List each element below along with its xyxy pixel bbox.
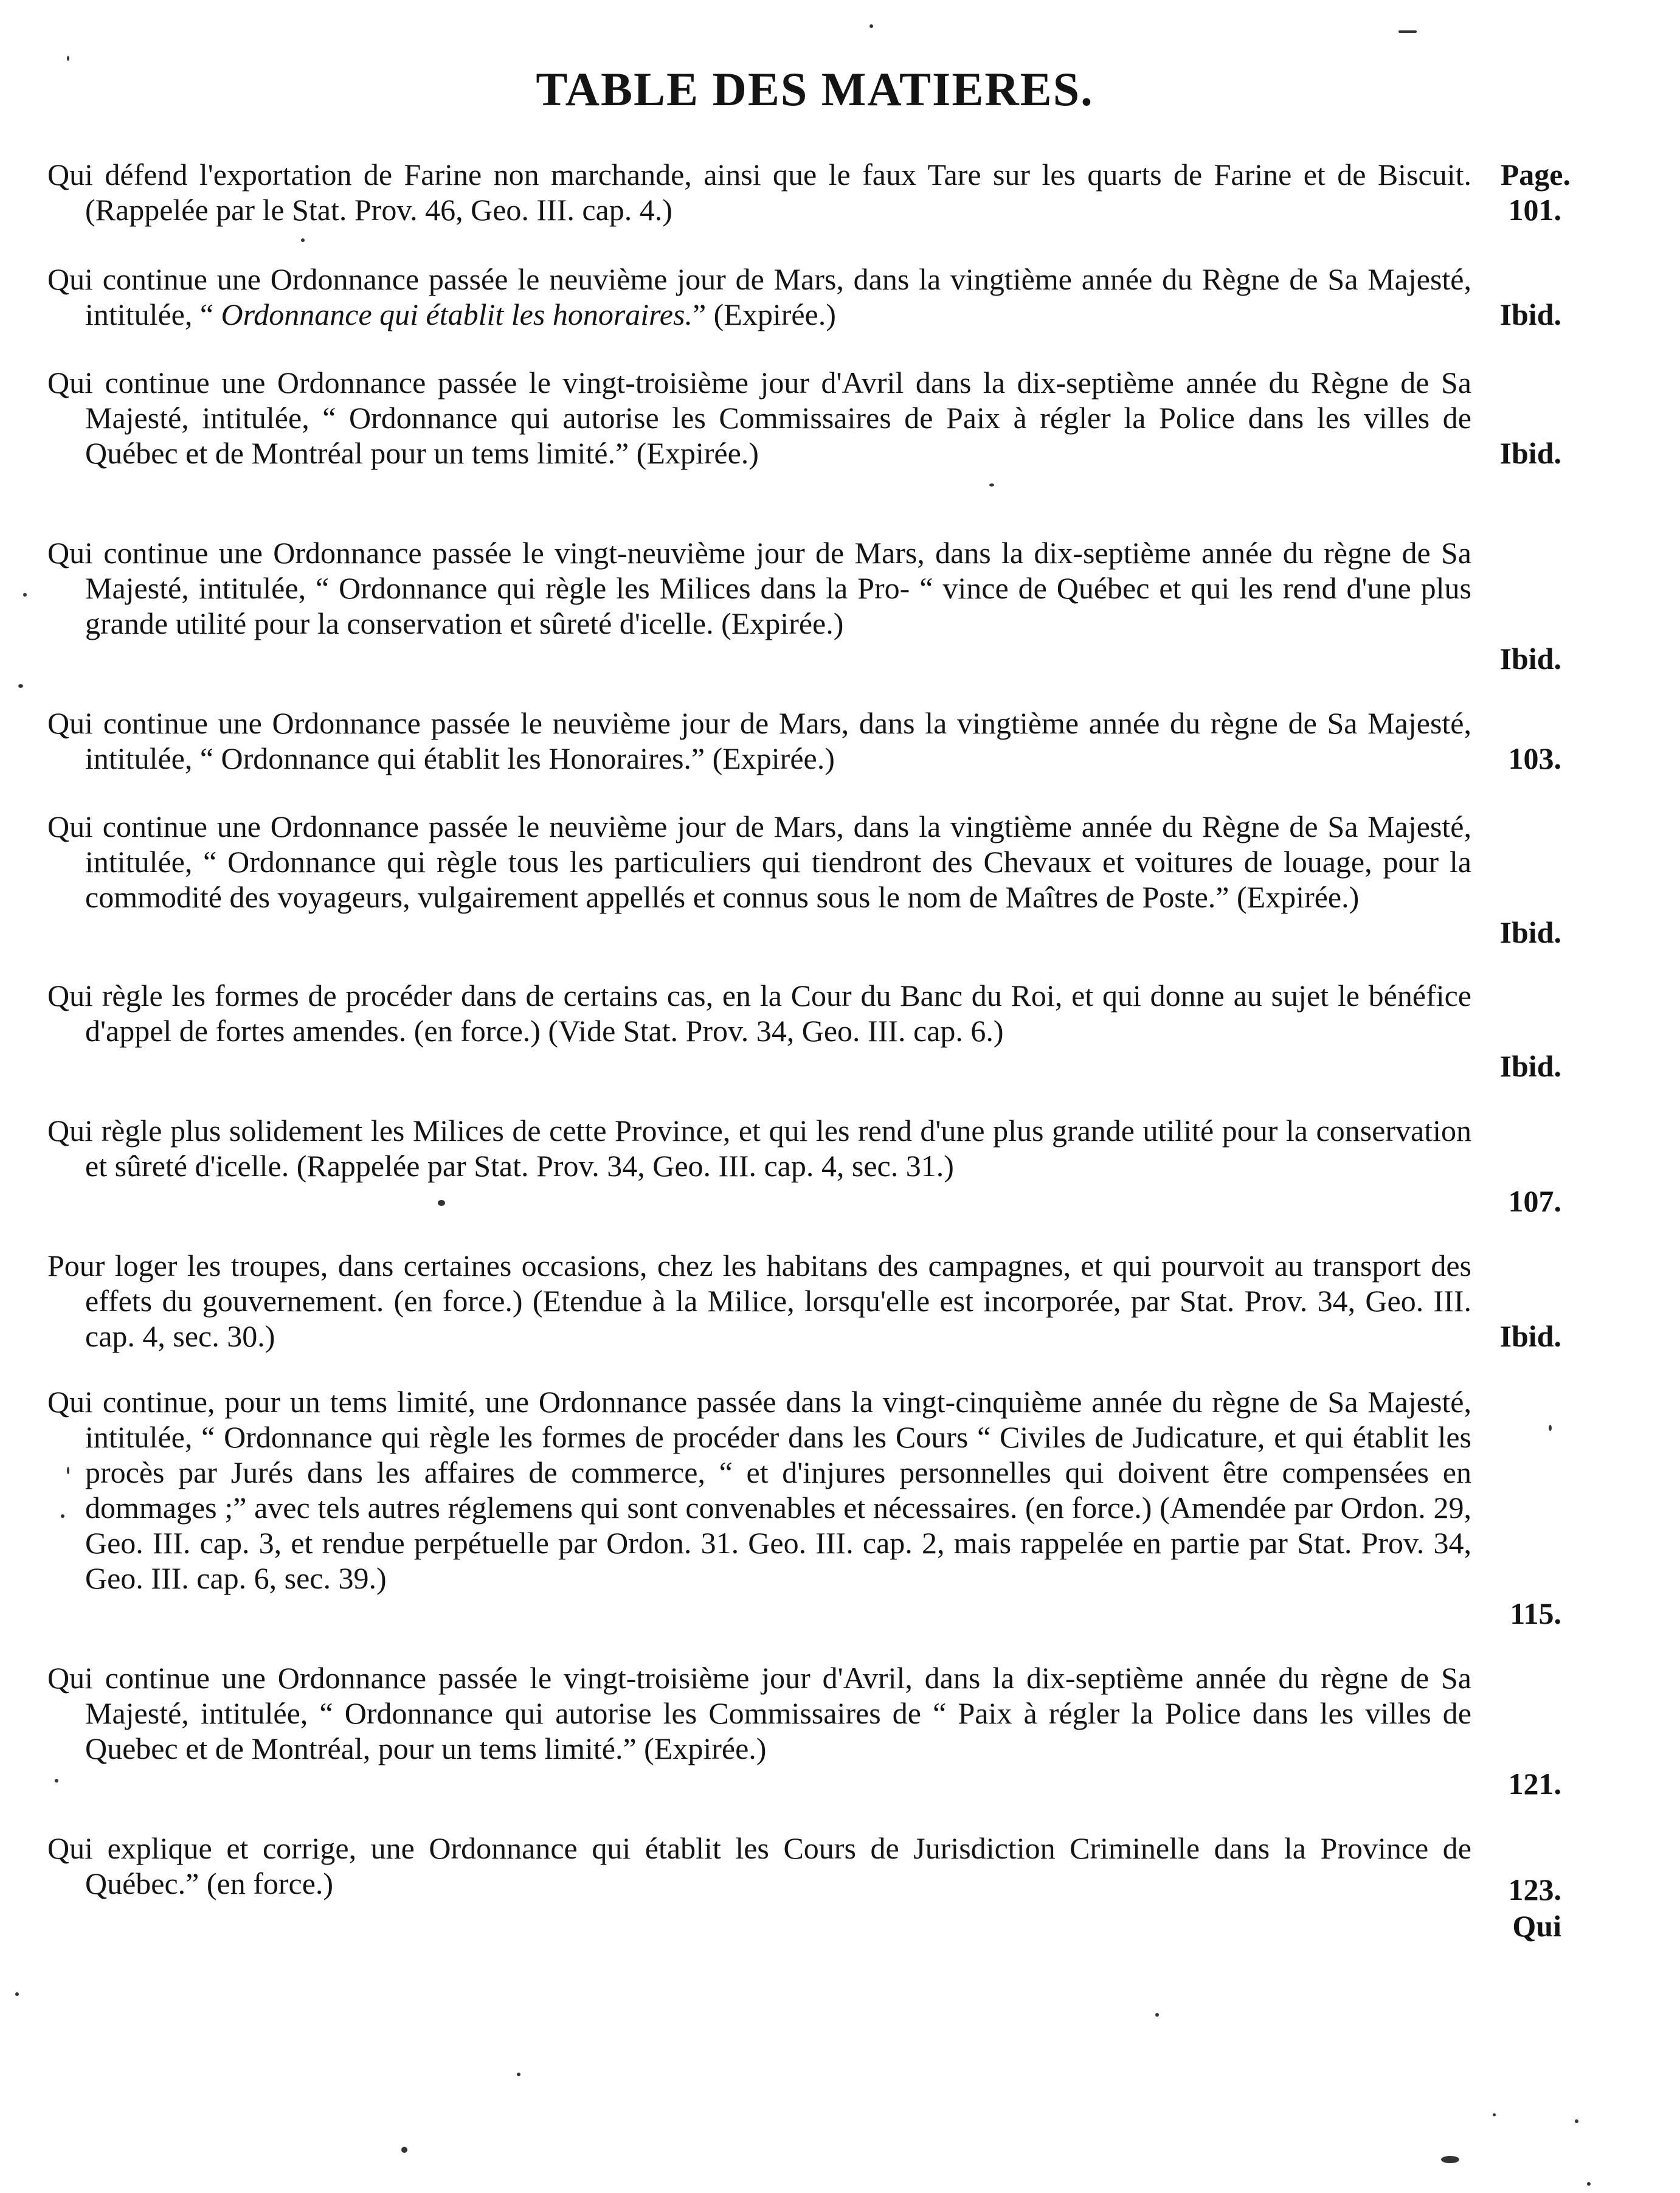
toc-entry-1: Qui défend l'exportation de Farine non marchande, ainsi que le faux Tare sur les quarts de Farine et de Biscuit. (Rappelée par le Stat. Prov. 46, Geo. III. cap. 4.)	[47, 158, 1471, 227]
scan-speck	[438, 1200, 445, 1206]
toc-entry-8: Qui règle plus solidement les Milices de cette Province, et qui les rend d'une plus grande utilité pour la conservation et sûreté d'icelle. (Rappelée par Stat. Prov. 34, Geo. III. cap. 4, sec. 31.)	[47, 1114, 1471, 1183]
toc-entry-12: Qui explique et corrige, une Ordonnance qui établit les Cours de Jurisdiction Criminelle dans la Province de Québec.” (en force.)	[47, 1831, 1471, 1900]
toc-entry-6: Qui continue une Ordonnance passée le neuvième jour de Mars, dans la vingtième année du Règne de Sa Majesté, intitulée, “ Ordonnance qui règle tous les particuliers qui tiendront des Chevaux et voitures de louage, pour la commodité des voyageurs, vulgairement appellés et connus sous le nom de Maîtres de Poste.” (Expirée.)	[47, 809, 1471, 914]
toc-entry-1-page: 101.	[1508, 193, 1561, 227]
toc-entry-2-page: Ibid.	[1499, 297, 1561, 331]
scan-speck	[67, 56, 69, 61]
scan-speck	[15, 1992, 19, 1996]
scan-speck	[55, 1779, 58, 1782]
scan-speck	[1493, 2113, 1496, 2116]
toc-entry-2-text-before: Qui continue une Ordonnance passée le neuvième jour de Mars, dans la vingtième année du Règne de Sa Majesté, intitulée, “	[47, 262, 1471, 331]
toc-entry-5-page: 103.	[1508, 741, 1561, 775]
scan-speck	[1398, 30, 1417, 33]
toc-entry-2	[47, 262, 1471, 332]
scan-speck	[61, 1514, 64, 1518]
toc-entry-12-page: 123.	[1508, 1873, 1561, 1907]
scan-speck	[18, 684, 23, 688]
scan-speck	[1575, 2119, 1578, 2123]
scan-speck	[401, 2147, 407, 2153]
toc-entry-9: Pour loger les troupes, dans certaines occasions, chez les habitans des campagnes, et qui pourvoit au transport des effets du gouvernement. (en force.) (Etendue à la Milice, lorsqu'elle est incorporée, par Stat. Prov. 34, Geo. III. cap. 4, sec. 30.)	[47, 1249, 1471, 1353]
scan-speck	[517, 2073, 520, 2076]
toc-entry-9-page: Ibid.	[1499, 1319, 1561, 1353]
scan-speck	[1155, 2013, 1159, 2017]
toc-entry-11-page: 121.	[1508, 1767, 1561, 1801]
toc-entry-3: Qui continue une Ordonnance passée le vingt-troisième jour d'Avril dans la dix-septième année du Règne de Sa Majesté, intitulée, “ Ordonnance qui autorise les Commissaires de Paix à régler la Police dans les villes de Québec et de Montréal pour un tems limité.” (Expirée.)	[47, 366, 1471, 470]
scan-speck	[1549, 1425, 1552, 1431]
toc-entry-2-text-after: ” (Expirée.)	[692, 297, 836, 331]
scan-speck	[301, 238, 305, 242]
toc-entry-11: Qui continue une Ordonnance passée le vingt-troisième jour d'Avril, dans la dix-septième année du règne de Sa Majesté, intitulée, “ Ordonnance qui autorise les Commissaires de “ Paix à régler la Police dans les villes de Quebec et de Montréal, pour un tems limité.” (Expirée.)	[47, 1661, 1471, 1765]
toc-entry-10: Qui continue, pour un tems limité, une Ordonnance passée dans la vingt-cinquième année du règne de Sa Majesté, intitulée, “ Ordonnance qui règle les formes de procéder dans les Cours “ Civiles de Judicature, et qui établit les procès par Jurés dans les affaires de commerce, “ et d'injures personnelles qui doivent être compensées en dommages ;” avec tels autres réglemens qui sont convenables et nécessaires. (en force.) (Amendée par Ordon. 29, Geo. III. cap. 3, et rendue perpétuelle par Ordon. 31. Geo. III. cap. 2, mais rappelée en partie par Stat. Prov. 34, Geo. III. cap. 6, sec. 39.)	[47, 1385, 1471, 1595]
toc-entry-6-page: Ibid.	[1499, 915, 1561, 949]
toc-entry-7-page: Ibid.	[1499, 1049, 1561, 1083]
page-column-header: Page.	[1500, 158, 1571, 192]
scan-speck	[869, 24, 873, 28]
scan-speck	[1587, 2182, 1591, 2186]
page-title: TABLE DES MATIERES.	[536, 63, 1094, 116]
scan-speck	[67, 1467, 69, 1474]
toc-entry-4-page: Ibid.	[1499, 642, 1561, 676]
scan-speck	[989, 483, 994, 487]
toc-entry-7: Qui règle les formes de procéder dans de certains cas, en la Cour du Banc du Roi, et qui donne au sujet le bénéfice d'appel de fortes amendes. (en force.) (Vide Stat. Prov. 34, Geo. III. cap. 6.)	[47, 979, 1471, 1048]
toc-entry-3-page: Ibid.	[1499, 436, 1561, 470]
toc-entry-10-page: 115.	[1510, 1596, 1561, 1630]
catchword: Qui	[1512, 1909, 1561, 1943]
toc-entry-4: Qui continue une Ordonnance passée le vingt-neuvième jour de Mars, dans la dix-septième année du règne de Sa Majesté, intitulée, “ Ordonnance qui règle les Milices dans la Pro- “ vince de Québec et qui les rend d'une plus grande utilité pour la conservation et sûreté d'icelle. (Expirée.)	[47, 536, 1471, 640]
scan-speck	[23, 593, 27, 597]
toc-entry-2-text-italic: Ordonnance qui établit les honoraires.	[221, 297, 693, 331]
scan-speck	[1441, 2156, 1459, 2163]
toc-entry-8-page: 107.	[1508, 1184, 1561, 1218]
toc-entry-5: Qui continue une Ordonnance passée le neuvième jour de Mars, dans la vingtième année du règne de Sa Majesté, intitulée, “ Ordonnance qui établit les Honoraires.” (Expirée.)	[47, 706, 1471, 775]
